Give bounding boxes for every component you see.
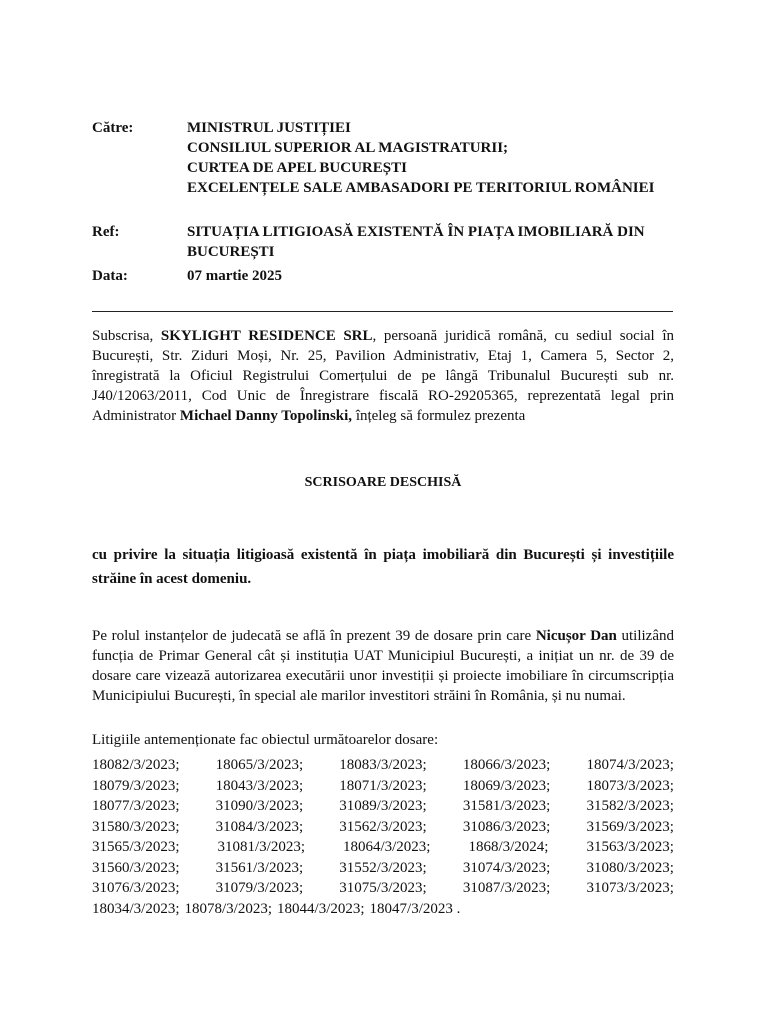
case-row [92, 755, 674, 776]
to-label: Către: [92, 120, 134, 136]
case-number: 18064/3/2023; [342, 839, 431, 855]
case-number: 18071/3/2023; [339, 777, 427, 794]
ref-label: Ref: [92, 224, 120, 240]
case-number: 18073/3/2023; [586, 777, 674, 794]
case-number: 31582/3/2023; [586, 798, 674, 814]
case-number: 18043/3/2023; [215, 777, 304, 794]
header-divider [92, 311, 673, 312]
mayor-name: Nicușor Dan [535, 628, 617, 644]
case-number: 31090/3/2023; [215, 798, 304, 814]
case-number: 31081/3/2023; [217, 839, 305, 855]
company-name: SKYLIGHT RESIDENCE SRL [160, 328, 373, 344]
body-paragraph-1 [92, 626, 674, 706]
case-number: 18082/3/2023; [92, 757, 180, 773]
p1-suffix: utilizând funcția de Primar General cât și instituția UAT Municipiul București, a inițiat un nr. de 39 de dosare care vizează autorizarea executării unor investiții și proiecte imobiliare în circumscripția Municipiului București, în special ale marilor investitori străini în România, și nu numai. [92, 628, 674, 704]
case-number: 31087/3/2023; [462, 880, 551, 896]
date-label: Data: [92, 268, 128, 284]
case-number: 1868/3/2024; [468, 839, 549, 855]
case-number: 31084/3/2023; [215, 818, 304, 835]
case-number: 31079/3/2023; [215, 880, 304, 896]
recipient-line: MINISTRUL JUSTIȚIEI [187, 120, 351, 136]
case-number: 31569/3/2023; [586, 818, 674, 835]
intro-paragraph [92, 326, 674, 426]
body-paragraph-2: Litigiile antemenționate fac obiectul următoarelor dosare: [92, 732, 439, 748]
case-number: 18078/3/2023; [184, 900, 273, 917]
case-number: 18079/3/2023; [92, 777, 180, 794]
intro-prefix: Subscrisa, [92, 328, 161, 344]
representative-name: Michael Danny Topolinski, [179, 408, 353, 424]
case-number: 31086/3/2023; [462, 818, 551, 835]
case-number: 31076/3/2023; [92, 880, 180, 896]
p1-prefix: Pe rolul instanțelor de judecată se află în prezent 39 de dosare prin care [92, 628, 536, 644]
recipient-line: EXCELENȚELE SALE AMBASADORI PE TERITORIUL ROMÂNIEI [187, 180, 655, 196]
case-number: 18077/3/2023; [92, 798, 180, 814]
case-row [92, 858, 674, 879]
case-number: 31562/3/2023; [339, 818, 427, 835]
reference-value [187, 222, 677, 262]
case-number: 18066/3/2023; [462, 757, 551, 773]
case-number: 18069/3/2023; [462, 777, 551, 794]
case-number: 18044/3/2023; [277, 900, 365, 917]
recipient-line: CONSILIUL SUPERIOR AL MAGISTRATURII; [187, 140, 509, 156]
recipient-line: CURTEA DE APEL BUCUREȘTI [187, 160, 407, 176]
reference-line: SITUAȚIA LITIGIOASĂ EXISTENTĂ ÎN PIAȚA IMOBILIARĂ DIN [187, 224, 645, 240]
case-row [92, 899, 674, 920]
date-value [187, 266, 677, 286]
case-number: 18047/3/2023 . [369, 900, 461, 917]
case-number: 31563/3/2023; [586, 839, 674, 855]
case-number: 18034/3/2023; [92, 900, 180, 917]
intro-middle: , persoană juridică română, cu sediul social în București, Str. Ziduri Moși, Nr. 25, Pavilion Administrativ, Etaj 1, Camera 5, Sector 2, înregistrată la Oficiul Registrului Comerțului de pe lângă Tribunalul București sub nr. J40/12063/2011, Cod Unic de Înregistrare fiscală RO-29205365, reprezentată legal prin Administrator [92, 328, 674, 424]
case-number: 31074/3/2023; [462, 859, 551, 876]
letter-title: SCRISOARE DESCHISĂ [304, 475, 462, 490]
case-row [92, 796, 674, 817]
case-number: 18074/3/2023; [586, 757, 674, 773]
case-number: 31089/3/2023; [339, 798, 427, 814]
case-number: 18083/3/2023; [339, 757, 427, 773]
intro-suffix: înțeleg să formulez prezenta [352, 408, 526, 424]
case-row [92, 837, 674, 858]
case-number: 31552/3/2023; [339, 859, 427, 876]
case-number: 31565/3/2023; [92, 839, 180, 855]
case-number: 31075/3/2023; [339, 880, 427, 896]
case-number: 31560/3/2023; [92, 859, 180, 876]
case-number: 31073/3/2023; [586, 880, 674, 896]
case-number: 18065/3/2023; [215, 757, 304, 773]
case-row [92, 776, 674, 797]
case-number: 31581/3/2023; [462, 798, 551, 814]
reference-line: BUCUREȘTI [187, 244, 275, 260]
date-text: 07 martie 2025 [187, 268, 282, 284]
letter-subject: cu privire la situația litigioasă existentă în piața imobiliară din București și investițiile străine în acest domeniu. [92, 547, 674, 587]
case-number: 31580/3/2023; [92, 818, 180, 835]
case-row [92, 817, 674, 838]
case-number: 31080/3/2023; [586, 859, 674, 876]
case-numbers-list [92, 755, 674, 919]
case-row [92, 878, 674, 899]
recipient-list [187, 118, 677, 198]
case-number: 31561/3/2023; [215, 859, 304, 876]
